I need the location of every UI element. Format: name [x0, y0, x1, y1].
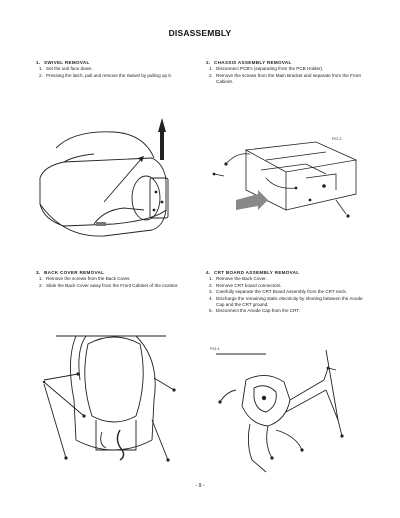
- step-text: Remove the screws from the Main Bracket and separate from the Front Cabinet.: [216, 72, 361, 85]
- step-text: Carefully separate the CRT Board Assembly from the CRT neck.: [216, 289, 347, 295]
- step-text: Remove the screws from the Back Cover.: [46, 276, 131, 282]
- section-crt-board-removal: [206, 270, 366, 315]
- step-text: Pressing the latch, pull and remove the Swivel by pulling up it.: [46, 72, 172, 78]
- step-number: 2.: [209, 282, 213, 288]
- step-text: Disconnect PCB's (separating from the PCB Holder).: [216, 66, 324, 72]
- step-text: Remove CRT board connectors.: [216, 282, 282, 288]
- section-swivel-removal: [36, 60, 186, 79]
- section-number: 2.: [206, 60, 211, 65]
- step-number: 1.: [209, 276, 213, 282]
- section-number: 1.: [36, 60, 41, 65]
- section-chassis-assembly-removal: [206, 60, 366, 86]
- figure-crt-board-removal: [206, 340, 356, 480]
- step-number: 1.: [39, 66, 43, 72]
- step-number: 2.: [39, 72, 43, 78]
- section-back-cover-removal: [36, 270, 186, 289]
- step-number: 4.: [209, 295, 213, 301]
- figure-swivel-removal: [34, 118, 194, 248]
- step: [206, 308, 366, 314]
- step-text: Discharge the remaining static electricity by shorting between the Anode Cap and the CRT ground.: [216, 295, 363, 308]
- figure-chassis-removal: [206, 130, 366, 225]
- step-number: 5.: [209, 308, 213, 314]
- step: [36, 283, 186, 289]
- section-heading: SWIVEL REMOVAL: [44, 60, 90, 65]
- figure-back-cover-removal: [36, 320, 186, 480]
- section-number: 4.: [206, 270, 211, 275]
- page-number: - 9 -: [195, 483, 205, 489]
- step-number: 1.: [39, 276, 43, 282]
- step-text: Set the unit face down.: [46, 66, 93, 72]
- page-title: DISASSEMBLY: [168, 28, 232, 38]
- step-number: 2.: [39, 282, 43, 288]
- step: [206, 73, 366, 86]
- step-number: 3.: [209, 289, 213, 295]
- section-heading: CRT BOARD ASSEMBLY REMOVAL: [214, 270, 300, 275]
- step-text: Disconnect the Anode Cap from the CRT.: [216, 308, 300, 314]
- section-heading: BACK COVER REMOVAL: [44, 270, 105, 275]
- step-number: 2.: [209, 72, 213, 78]
- figure-tag: FIG.4: [210, 347, 220, 351]
- figure-tag: FIG.2: [332, 137, 342, 141]
- step: [206, 296, 366, 309]
- step-number: 1.: [209, 66, 213, 72]
- section-number: 3.: [36, 270, 41, 275]
- step: [36, 73, 186, 79]
- step-text: Remove the Back Cover.: [216, 276, 267, 282]
- section-heading: CHASSIS ASSEMBLY REMOVAL: [214, 60, 292, 65]
- step-text: Slide the Back Cover away from the Front Cabinet of the monitor.: [46, 282, 179, 288]
